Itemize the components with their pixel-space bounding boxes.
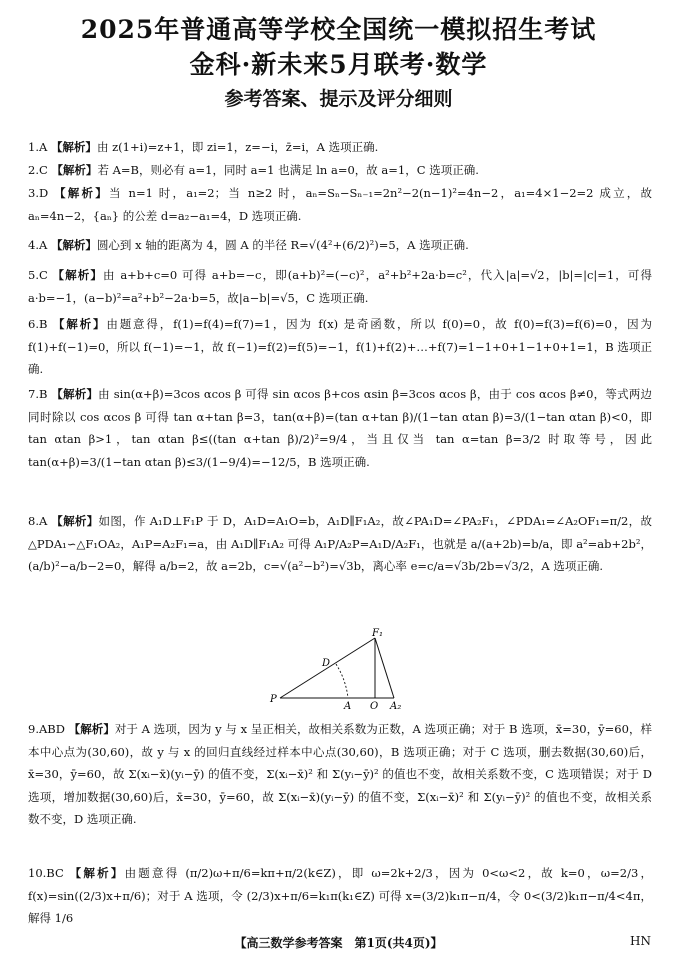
analysis-tag: 【解析】 [68, 722, 115, 736]
item-number: 7.B [28, 387, 48, 401]
item-text: 圆心到 x 轴的距离为 4，圆 A 的半径 R=√(4²+(6/2)²)=5，A 选项正确. [96, 238, 469, 252]
answer-item-5 [28, 264, 652, 309]
item-number: 9.ABD [28, 722, 65, 736]
item-text: 如图，作 A₁D⊥F₁P 于 D，A₁D=A₁O=b，A₁D∥F₁A₂，故∠PA₁D=∠PA₂F₁，∠PDA₁=∠A₂OF₁=π/2，故△PDA₁∽△F₁OA₂，A₁P=A₂F₁=a，由 A₁D∥F₁A₂ 可得 A₁P/A₂P=A₁D/A₂F₁，也就是 a/(a+2b)=b/a，即 a²=ab+2b²，(a/b)²−a/b−2=0，解得 a/b=2，故 a=2b，c=√(a²−b²)=√3b，离心率 e=c/a=√3b/2b=√3/2，A 选项正确. [28, 514, 652, 574]
answer-item-1 [28, 136, 652, 159]
label-a: A [344, 701, 352, 710]
analysis-tag: 【解析】 [50, 238, 97, 252]
label-d: D [322, 658, 331, 669]
analysis-tag: 【解析】 [51, 514, 99, 528]
answer-item-4 [28, 234, 652, 257]
item-number: 6.B [28, 317, 48, 331]
page-footer: 【高三数学参考答案 第1页(共4页)】 [234, 936, 443, 950]
analysis-tag: 【解析】 [52, 317, 107, 331]
item-number: 10.BC [28, 866, 64, 880]
label-f1: F₁ [372, 628, 383, 639]
analysis-tag: 【解析】 [69, 866, 125, 880]
item-number: 5.C [28, 268, 48, 282]
region-code: HN [630, 934, 651, 948]
item-text: 由 sin(α+β)=3cos αcos β 可得 sin αcos β+cos αsin β=3cos αcos β，由于 cos αcos β≠0，等式两边同时除以 cos αcos β 可得 tan α+tan β=3，tan(α+β)=(tan α+tan β)/(1−tan αtan β)=3/(1−tan αtan β)<0，即 tan αtan β>1，tan αtan β≤((tan α+tan β)/2)²=9/4，当且仅当 tan α=tan β=3/2 时取等号，因此 tan(α+β)=3/(1−tan αtan β)≤3/(1−9/4)=−12/5，B 选项正确. [28, 387, 653, 469]
label-p: P [270, 694, 277, 705]
answer-item-10 [28, 862, 652, 930]
label-a2: A₂ [390, 701, 402, 710]
answer-item-8 [28, 510, 652, 578]
item-text: 对于 A 选项，因为 y 与 x 呈正相关，故相关系数为正数，A 选项正确；对于 B 选项，x̄=30，ȳ=60，样本中心点为(30,60)，故 y 与 x 的回归直线经过样本中心点(30,60)，B 选项正确；对于 C 选项，删去数据(30,60)后，x̄=30，ȳ=60，故 Σ(xᵢ−x̄)(yᵢ−ȳ) 的值不变，Σ(xᵢ−x̄)² 和 Σ(yᵢ−ȳ)² 的值也不变，故相关系数不变，C 选项错误；对于 D 选项，增加数据(30,60)后，x̄=30，ȳ=60，故 Σ(xᵢ−x̄)(yᵢ−ȳ) 的值不变，Σ(xᵢ−x̄)² 和 Σ(yᵢ−ȳ)² 的值也不变，故相关系数不变，D 选项正确. [28, 722, 653, 827]
item-text: 当 n=1 时，a₁=2；当 n≥2 时，aₙ=Sₙ−Sₙ₋₁=2n²−2(n−1)²=4n−2，a₁=4×1−2=2 成立，故 aₙ=4n−2，{aₙ} 的公差 d=a₂−a₁=4，D 选项正确. [28, 186, 653, 223]
analysis-tag: 【解析】 [51, 163, 98, 177]
item-number: 1.A [28, 140, 48, 154]
line-f1-a2 [375, 638, 394, 698]
answer-heading: 参考答案、提示及评分细则 [224, 88, 453, 110]
answer-item-9 [28, 718, 652, 831]
triangle-figure [268, 628, 408, 710]
analysis-tag: 【解析】 [52, 268, 103, 282]
answer-item-3 [28, 182, 652, 227]
item-text: 由题意得 (π/2)ω+π/6=kπ+π/2(k∈Z)，即 ω=2k+2/3，因为 0<ω<2，故 k=0，ω=2/3，f(x)=sin((2/3)x+π/6)；对于 A 选项，令 (2/3)x+π/6=k₁π(k₁∈Z) 可得 x=(3/2)k₁π−π/4，令 0<(3/2)k₁π−π/4<4π，解得 1/6 [28, 866, 653, 926]
item-text: 由 z(1+i)=z+1，即 zi=1，z=−i，z̄=i，A 选项正确. [96, 140, 379, 154]
item-text: 由 a+b+c=0 可得 a+b=−c，即(a+b)²=(−c)²，a²+b²+2a·b=c²，代入|a|=√2，|b|=|c|=1，可得 a·b=−1，(a−b)²=a²+b²−2a·b=5，故|a−b|=√5，C 选项正确. [28, 268, 653, 305]
item-number: 8.A [28, 514, 48, 528]
exam-title: 2025年普通高等学校全国统一模拟招生考试 [80, 15, 597, 44]
item-text: 由题意得，f(1)=f(4)=f(7)=1，因为 f(x) 是奇函数，所以 f(0)=0，故 f(0)=f(3)=f(6)=0，因为 f(1)+f(−1)=0，所以 f(−1)=−1，故 f(−1)=f(2)=f(5)=−1，f(1)+f(2)+…+f(7)=1−1+0+1−1+0+1=1，B 选项正确. [28, 317, 653, 377]
answer-item-7 [28, 383, 652, 473]
item-number: 3.D [28, 186, 49, 200]
answer-item-6 [28, 313, 652, 381]
item-text: 若 A=B，则必有 a=1，同时 a=1 也满足 ln a=0，故 a=1，C 选项正确. [97, 163, 479, 177]
item-number: 2.C [28, 163, 48, 177]
analysis-tag: 【解析】 [50, 140, 97, 154]
answer-item-2 [28, 159, 652, 182]
arc-d-a [336, 664, 348, 698]
exam-subtitle: 金科·新未来5月联考·数学 [189, 50, 488, 79]
analysis-tag: 【解析】 [54, 186, 109, 200]
item-number: 4.A [28, 238, 48, 252]
analysis-tag: 【解析】 [51, 387, 99, 401]
label-o: O [370, 701, 379, 710]
